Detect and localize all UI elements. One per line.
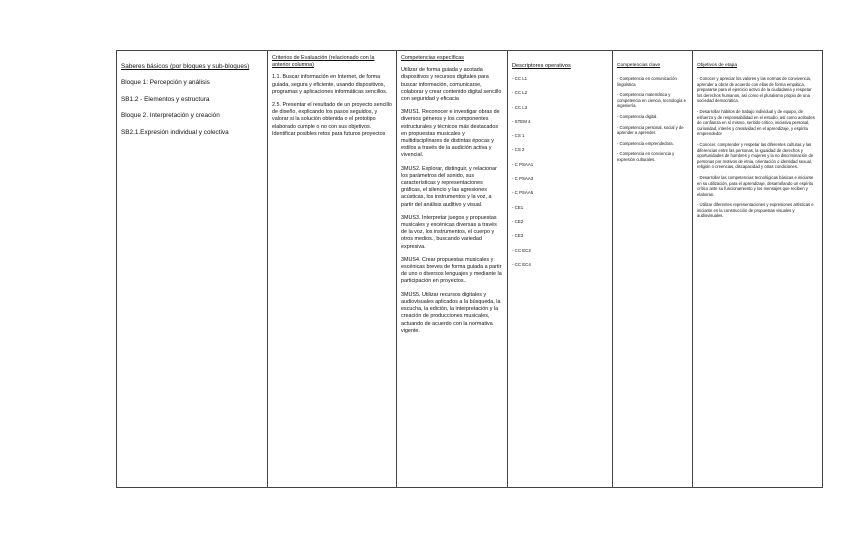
competencias-clave-header: Competencias clave (617, 63, 661, 68)
descriptor-item: - CS 1 (512, 133, 525, 139)
competencia-clave-item: - Competencia personal, social y de aprender a aprender. (617, 124, 684, 136)
descriptor-item: - C PSAA3 (512, 176, 534, 182)
competencia-clave-item: - Competencia en conciencia y expresión culturales. (617, 151, 675, 162)
saberes-item: SB2.1.Expresión individual y colectiva (121, 128, 229, 136)
competencia-paragraph: 3MUS4. Crear propuestas musicales y escénicas breves de forma guiada a partir de uno o diversos lenguajes y mediante la participación en proyectos.. (401, 256, 502, 285)
objetivo-paragraph: - Conocer y apreciar los valores y las normas de convivencia, aprender a obrar de acuerdo con ellas de forma empática, prepararse para el ejercicio activo de la ciudadanía y respetar los derechos humanos, así como el pluralismo propio de una sociedad democrática. (697, 76, 812, 104)
competencia-paragraph: 3MUS5. Utilizar recursos digitales y audiovisuales aplicados a la búsqueda, la escucha, la edición, la interpretación y la creación de producciones musicales, actuando de acuerdo con la normativa vigente. (401, 291, 501, 334)
objetivo-paragraph: - Desarrollar hábitos de trabajo individual y de equipo, de esfuerzo y de responsabilidad en el estudio, así como actitudes de confianza en sí mismo, sentido crítico, iniciativa personal, curiosidad, interés y creatividad en el aprendizaje, y espíritu emprendedor (697, 108, 815, 137)
descriptores-header: Descriptores operativos (512, 63, 571, 69)
competencia-paragraph: Utilizar de forma guiada y acotada dispositivos y recursos digitales para buscar información, comunicarse, colaborar y crear contenido digital sencillo con seguridad y eficacia (401, 67, 502, 103)
descriptor-item: - CC EC4 (512, 261, 531, 267)
competencia-paragraph: 3MUS2. Explorar, distinguir, y relacionar los parámetros del sonido, sus características y representaciones gráficas, el silencio y las agresiones acústicas, los instrumentos y la voz, a partir del análisis auditivo y visual. (401, 165, 497, 208)
objetivos-column (693, 51, 823, 488)
descriptor-item: - CC L3 (512, 104, 528, 110)
descriptor-item: - CC L2 (512, 90, 528, 96)
criterio-paragraph: 1.1. Buscar información en Internet, de forma guiada, segura y eficiente, usando dispositivos, programas y aplicaciones informáticas sencillos. (272, 74, 388, 95)
table-row (117, 51, 823, 488)
descriptor-item: - CS 2 (512, 147, 525, 153)
competencias-header: Competencias específicas (401, 55, 464, 61)
competencia-clave-item: - Competencia en comunicación lingüística (617, 76, 677, 87)
descriptor-item: - CC L1 (512, 76, 528, 81)
competencia-clave-item: - Competencia digital. (617, 113, 658, 119)
objetivo-paragraph: - Utilizar diferentes representaciones y expresiones artísticas e iniciarse en la construcción de propuestas visuales y audiovisuales. (697, 202, 814, 219)
saberes-item: Bloque 2. Interpretación y creación (121, 112, 220, 120)
objetivo-paragraph: - Desarrollar las competencias tecnológicas básicas e iniciarse en su utilización, para el aprendizaje, desarrollando un espíritu crítico ante su funcionamiento y los mensajes que reciben y elaboran. (697, 174, 814, 197)
descriptores-column (508, 51, 613, 488)
objetivo-paragraph: - Conocer, comprender y respetar las diferentes culturas y las diferencias entre las personas, la igualdad de derechos y oportunidades de hombres y mujeres y la no discriminación de personas por motivos de etnia, orientación o identidad sexual, religión o creencias, discapacidad y otras condiciones. (697, 141, 814, 170)
descriptor-item: - C PSAA5 (512, 190, 534, 196)
competencia-paragraph: 3MUS3. Interpretar juegos y propuestas musicales y escénicas diversas a través de la voz, los instrumentos, el cuerpo y otros medios., buscando variedad expresiva. (401, 214, 497, 250)
saberes-item: SB1.2 - Elementos y estructura (121, 95, 210, 103)
criterio-paragraph: 2.5. Presentar el resultado de un proyecto sencillo de diseño, explicando los pasos seguidos, y valorar si la solución obtenida o el prototipo elaborado cumple o no con sus objetivos. Identificar posibles retos para futuros proyectos (272, 102, 392, 137)
objetivos-header: Objetivos de etapa (697, 63, 738, 68)
descriptor-item: - CE1 (512, 204, 524, 210)
competencia-clave-item: - Competencia matemática y competencia en ciencia, tecnología e ingeniería. (617, 92, 686, 109)
curriculum-table (116, 50, 823, 488)
descriptor-item: - CE2 (512, 218, 524, 224)
descriptor-item: - C PSAA1 (512, 161, 534, 167)
competencias-clave-column (613, 51, 693, 488)
criterios-column (268, 51, 397, 488)
competencia-clave-item: - Competencia emprendedora. (617, 140, 674, 146)
criterios-header: Criterios de Evaluación (relacionado con la anterior columna) (272, 55, 375, 69)
saberes-column (117, 51, 268, 488)
competencia-paragraph: 3MUS1. Reconocer e investigar obras de diversos géneros y los componentes estructurales y técnicos más destacados en propuestas musicales y multidisciplinares de distintas épocas y estilos a través de la audición activa y vivencial. (401, 109, 500, 159)
saberes-header: Saberes básicos (por bloques y sub-bloques) (121, 63, 250, 70)
descriptor-item: - CC EC2 (512, 247, 531, 253)
competencias-column (397, 51, 508, 488)
descriptor-item: - STEM 4 (512, 118, 531, 124)
descriptor-item: - CE3 (512, 233, 524, 239)
saberes-item: Bloque 1: Percepción y análisis (121, 79, 210, 87)
